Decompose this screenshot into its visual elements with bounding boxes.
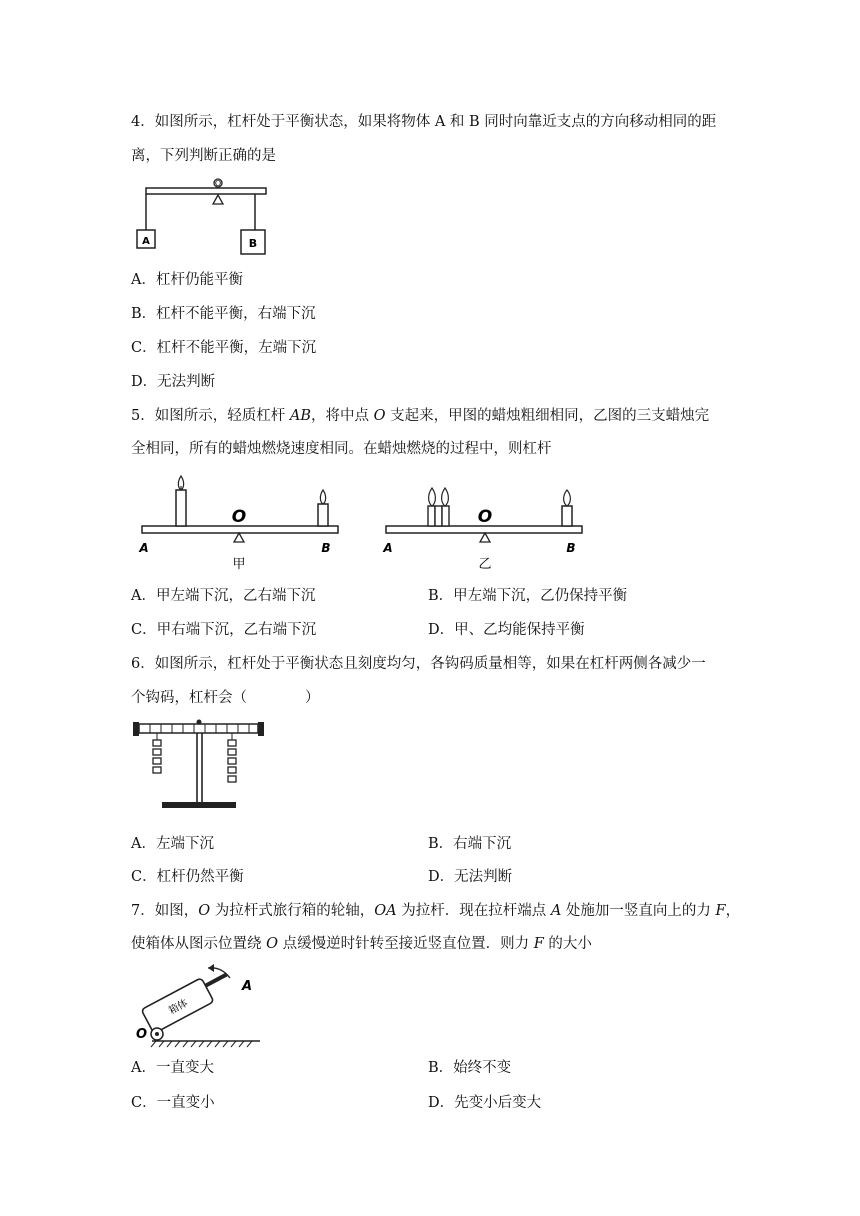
q4-fig-b: B [248, 237, 258, 250]
q5-yi-caption: 乙 [478, 557, 492, 572]
q7-option-b: B．始终不变 [428, 1060, 512, 1076]
q4-fig-o: O [214, 179, 222, 188]
q5-jia-caption: 甲 [232, 557, 246, 572]
q7-stem-line2: 使箱体从图示位置绕 O 点缓慢逆时针转至接近竖直位置．则力 F 的大小 [131, 936, 592, 952]
q7-option-a: A．一直变大 [131, 1060, 214, 1076]
q5-option-c: C．甲右端下沉，乙右端下沉 [131, 622, 317, 638]
q6-stem-line2: 个钩码，杠杆会（ ） [131, 690, 320, 706]
q5-figure-yi [382, 470, 590, 576]
q5-figure-jia [138, 470, 346, 576]
q4-fig-a: A [142, 236, 150, 247]
q7-option-d: D．先变小后变大 [428, 1095, 542, 1111]
q7-stem-line1: 7．如图，O 为拉杆式旅行箱的轮轴，OA 为拉杆．现在拉杆端点 A 处施加一竖直向上的力 F， [131, 903, 741, 919]
q5-option-d: D．甲、乙均能保持平衡 [428, 622, 585, 638]
q4-stem-line2: 离，下列判断正确的是 [131, 148, 276, 164]
q4-option-a: A．杠杆仍能平衡 [131, 272, 243, 288]
q6-stem-line1: 6．如图所示，杠杆处于平衡状态且刻度均匀，各钩码质量相等，如果在杠杆两侧各减少一 [131, 656, 706, 672]
q7-fig-o: O [136, 1027, 148, 1042]
q5-option-a: A．甲左端下沉，乙右端下沉 [131, 588, 316, 604]
q5-stem-line2: 全相同，所有的蜡烛燃烧速度相同。在蜡烛燃烧的过程中，则杠杆 [131, 441, 552, 457]
q4-option-d: D．无法判断 [131, 374, 216, 390]
q7-fig-a: A [242, 979, 253, 994]
q6-option-a: A．左端下沉 [131, 836, 214, 852]
q5-jia-o: O [231, 507, 247, 527]
q4-option-b: B．杠杆不能平衡，右端下沉 [131, 306, 316, 322]
q6-option-b: B．右端下沉 [428, 836, 512, 852]
q4-option-c: C．杠杆不能平衡，左端下沉 [131, 340, 317, 356]
q4-lever-figure [134, 174, 274, 260]
q5-stem-line1: 5．如图所示，轻质杠杆 AB，将中点 O 支起来，甲图的蜡烛粗细相同，乙图的三支蜡烛完 [131, 408, 710, 424]
q6-option-d: D．无法判断 [428, 869, 513, 885]
q5-jia-b: B [321, 541, 331, 555]
q5-option-b: B．甲左端下沉，乙仍保持平衡 [428, 588, 628, 604]
q4-stem-line1: 4．如图所示，杠杆处于平衡状态，如果将物体 A 和 B 同时向靠近支点的方向移动相同的距 [131, 114, 717, 130]
q5-yi-b: B [566, 541, 576, 555]
q7-suitcase-figure [132, 962, 262, 1048]
q7-box-label: 箱体 [167, 997, 190, 1017]
q6-option-c: C．杠杆仍然平衡 [131, 869, 244, 885]
q5-yi-a: A [383, 541, 393, 555]
q7-option-c: C．一直变小 [131, 1095, 215, 1111]
q5-jia-a: A [139, 541, 149, 555]
q5-yi-o: O [477, 507, 493, 527]
q6-lever-figure [130, 716, 270, 814]
